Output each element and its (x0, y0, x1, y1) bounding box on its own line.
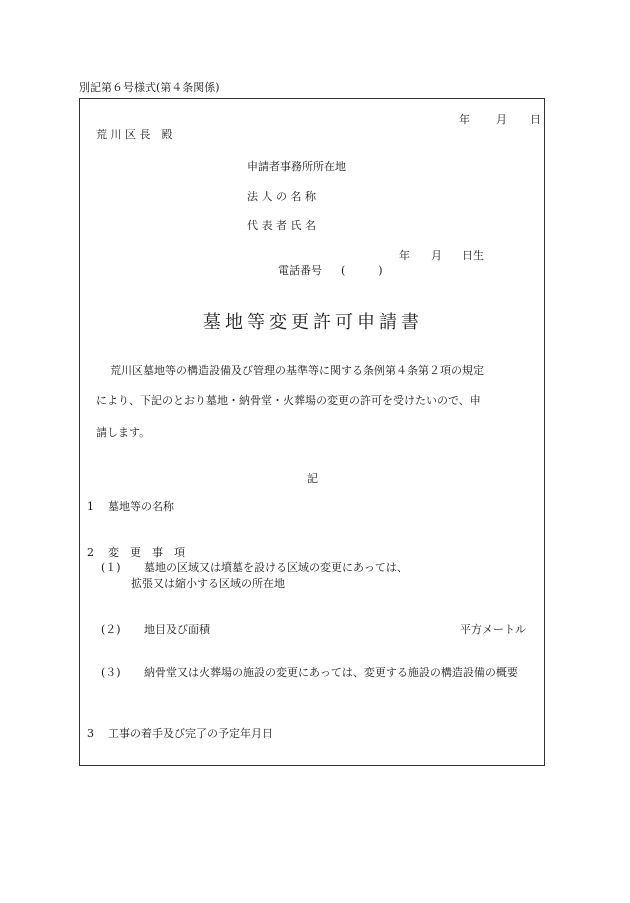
item2-number: 2 (87, 546, 94, 559)
birth-year: 年 (399, 249, 410, 262)
addressee: 荒 川 区 長 殿 (96, 128, 173, 141)
ki-heading: 記 (307, 472, 318, 485)
phone-paren: ( ) (341, 264, 383, 277)
sub3-number: (３) (101, 666, 121, 679)
item1-number: 1 (87, 500, 94, 513)
sub2-number: (２) (101, 623, 121, 636)
form-number-label: 別記第６号様式(第４条関係) (79, 81, 220, 94)
representative-name-label: 代 表 者 氏 名 (247, 219, 316, 232)
item1-label: 墓地等の名称 (108, 500, 174, 513)
date-year: 年 (459, 113, 470, 126)
body-line-2: により、下記のとおり墓地・納骨堂・火葬場の変更の許可を受けたいので、申 (96, 394, 481, 407)
sub1-number: (１) (101, 561, 121, 574)
sub3-label: 納骨堂又は火葬場の施設の変更にあっては、変更する施設の構造設備の概要 (144, 666, 518, 679)
date-day: 日 (530, 113, 541, 126)
body-line-1: 荒川区墓地等の構造設備及び管理の基準等に関する条例第４条第２項の規定 (110, 364, 484, 377)
item3-label: 工事の着手及び完了の予定年月日 (108, 727, 273, 740)
sub1-line-1: 墓地の区域又は墳墓を設ける区域の変更にあっては、 (144, 561, 408, 574)
sub2-unit: 平方メートル (460, 623, 526, 636)
phone-label: 電話番号 (278, 264, 322, 277)
birth-month: 月 (431, 249, 442, 262)
item2-label: 変 更 事 項 (108, 546, 185, 559)
birth-day: 日生 (462, 249, 484, 262)
sub1-line-2: 拡張又は縮小する区域の所在地 (131, 577, 285, 590)
corporation-name-label: 法 人 の 名 称 (247, 190, 316, 203)
date-month: 月 (496, 113, 507, 126)
applicant-office-address-label: 申請者事務所所在地 (247, 160, 346, 173)
item3-number: 3 (87, 727, 94, 740)
document-title: 墓地等変更許可申請書 (203, 312, 423, 333)
body-line-3: 請します。 (96, 426, 151, 439)
sub2-label: 地目及び面積 (144, 623, 210, 636)
